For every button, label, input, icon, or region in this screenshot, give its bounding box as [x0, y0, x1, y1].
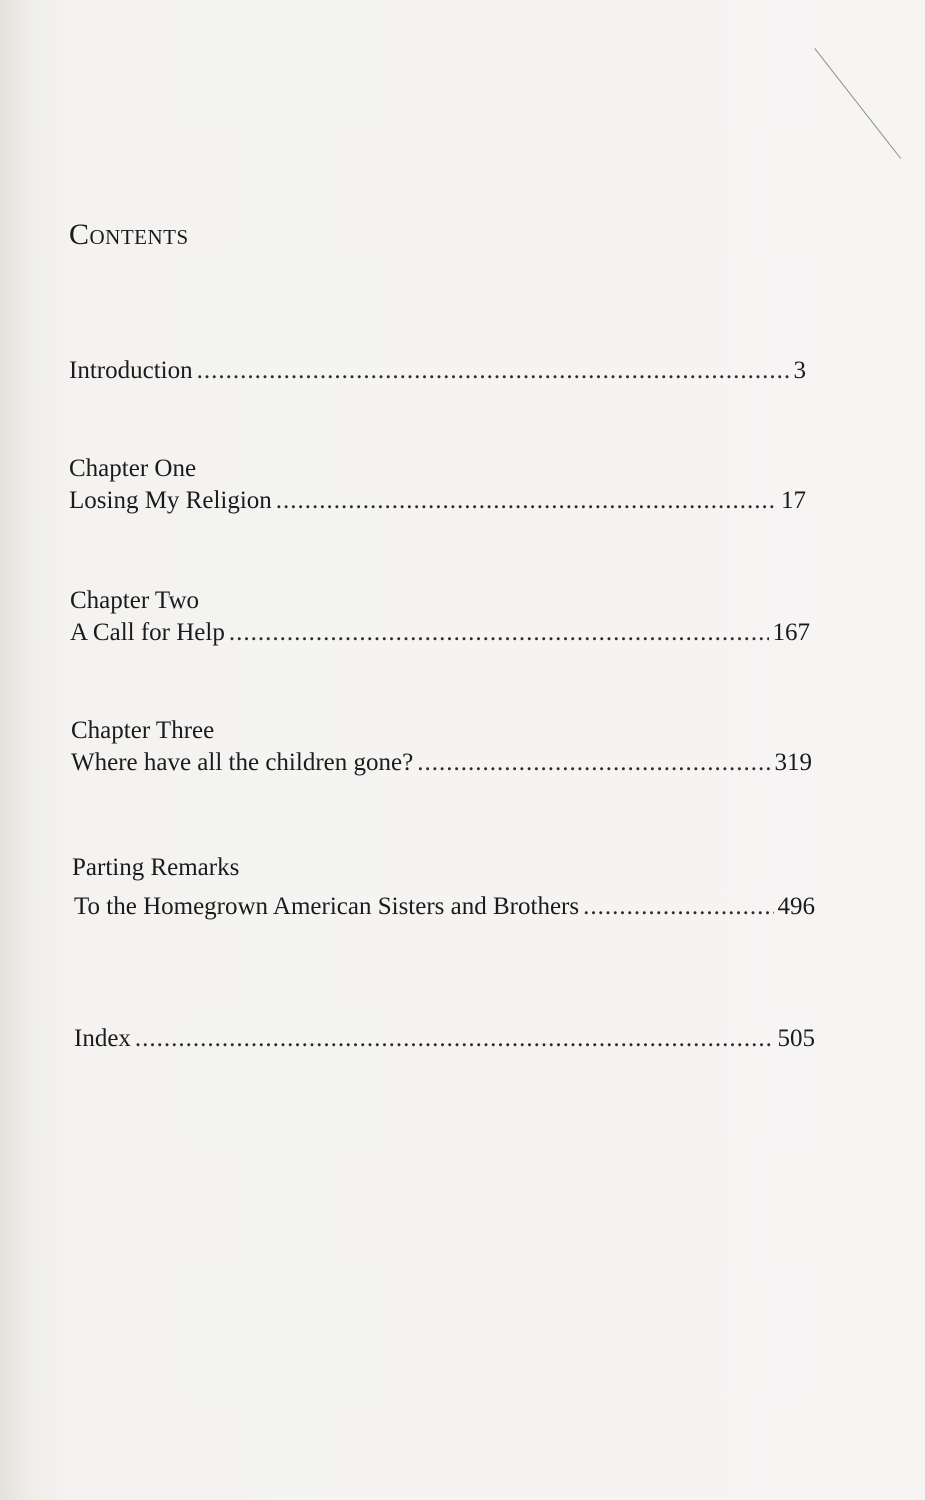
entry-title: Introduction: [69, 357, 193, 384]
page-number: 505: [777, 1025, 815, 1052]
toc-entry-introduction: [69, 358, 806, 383]
dot-leader: [229, 620, 769, 645]
toc-entry-chapter-one: [69, 488, 806, 513]
dot-leader: [417, 750, 770, 775]
page-number: 319: [774, 749, 812, 776]
entry-title: To the Homegrown American Sisters and Brothers: [74, 893, 580, 920]
page-number: 167: [772, 619, 810, 646]
entry-title: Losing My Religion: [69, 487, 272, 514]
toc-entry-index: [74, 1026, 815, 1051]
toc-entry-chapter-two: [70, 620, 810, 645]
toc-entry-parting-remarks: [74, 894, 815, 919]
entry-title: Where have all the children gone?: [71, 749, 414, 776]
entry-title: A Call for Help: [70, 619, 225, 646]
page-number: 3: [793, 357, 806, 384]
dot-leader: [135, 1026, 774, 1051]
dot-leader: [583, 894, 773, 919]
chapter-label: Parting Remarks: [72, 854, 240, 881]
chapter-label: Chapter One: [69, 455, 197, 482]
chapter-label: Chapter Three: [71, 717, 215, 744]
dot-leader: [197, 358, 790, 383]
toc-entry-chapter-three: [71, 750, 812, 775]
page-corner-fold: [814, 48, 901, 159]
dot-leader: [276, 488, 777, 513]
page-number: 496: [777, 893, 815, 920]
chapter-label: Chapter Two: [70, 587, 200, 614]
entry-title: Index: [74, 1025, 131, 1052]
contents-heading: Contents: [69, 218, 189, 251]
page-number: 17: [781, 487, 806, 514]
